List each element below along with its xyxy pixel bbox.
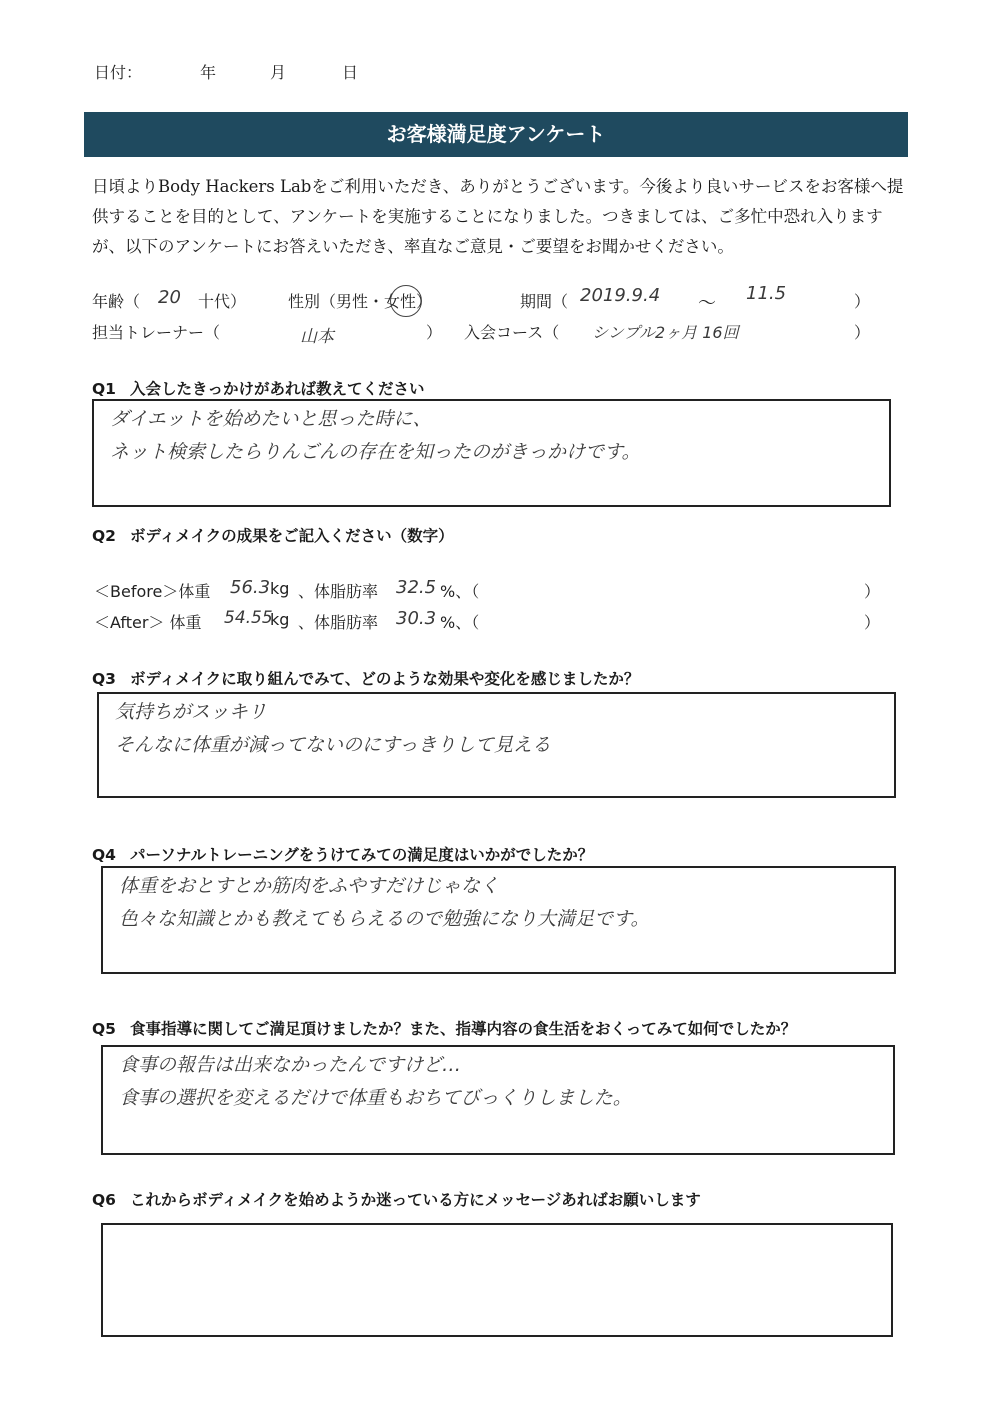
answer-box-q3 xyxy=(97,692,896,798)
before-weight: 56.3 xyxy=(230,577,271,598)
question-2 xyxy=(92,524,454,546)
question-number: Q4 xyxy=(92,846,116,864)
question-text: これからボディメイクを始めようか迷っている方にメッセージあればお願いします xyxy=(130,1191,701,1209)
question-5 xyxy=(92,1017,796,1039)
before-fat: 32.5 xyxy=(396,577,437,598)
answer-line: 食事の報告は出来なかったんですけど… xyxy=(119,1054,462,1076)
month-label: 月 xyxy=(270,63,287,82)
answer-box-q1 xyxy=(92,399,891,507)
period-label: 期間（ xyxy=(520,292,569,311)
question-1 xyxy=(92,377,425,399)
answer-line: 食事の選択を変えるだけで体重もおちてびっくりしました。 xyxy=(119,1087,632,1109)
date-line xyxy=(94,60,359,83)
profile-row-2 xyxy=(92,320,892,346)
pct-unit: %、（ xyxy=(440,613,480,632)
period-end: 11.5 xyxy=(746,283,787,304)
profile-row-1 xyxy=(92,283,892,315)
row-close: ） xyxy=(864,613,881,632)
course-label: 入会コース（ xyxy=(464,323,560,342)
trainer-value: 山本 xyxy=(300,327,334,347)
answer-box-q4 xyxy=(101,866,896,974)
fat-label: 、体脂肪率 xyxy=(298,613,379,632)
question-4 xyxy=(92,843,593,865)
answer-line: ネット検索したらりんごんの存在を知ったのがきっかけです。 xyxy=(110,441,641,463)
question-text: パーソナルトレーニングをうけてみての満足度はいかがでしたか？ xyxy=(130,846,594,864)
question-number: Q3 xyxy=(92,670,116,688)
results-before-row xyxy=(94,579,884,603)
answer-line: ダイエットを始めたいと思った時に、 xyxy=(110,408,432,430)
pct-unit: %、（ xyxy=(440,582,480,601)
question-number: Q6 xyxy=(92,1191,116,1209)
answer-line: そんなに体重が減ってないのにすっきりして見える xyxy=(115,734,551,756)
day-label: 日 xyxy=(342,63,359,82)
intro-text: 日頃よりBody Hackers Labをご利用いただき、ありがとうございます。今後より良いサービスをお客様へ提供することを目的として、アンケートを実施することになりました。つきましては、ご多忙中恐れ入りますが、以下のアンケートにお答えいただき、率直なご意見・ご要望をお聞かせください。 xyxy=(92,177,904,256)
gender-label: 性別（男性・女性） xyxy=(288,292,433,311)
question-text: ボディメイクに取り組んでみて、どのような効果や変化を感じましたか？ xyxy=(130,670,640,688)
after-fat: 30.3 xyxy=(396,608,437,629)
answer-line: 色々な知識とかも教えてもらえるので勉強になり大満足です。 xyxy=(119,908,650,930)
answer-line: 体重をおとすとか筋肉をふやすだけじゃなく xyxy=(119,875,500,897)
course-value: シンプル2ヶ月 16回 xyxy=(592,323,739,342)
before-label: ＜Before＞体重 xyxy=(94,582,211,601)
gender-circle-mark xyxy=(390,285,422,317)
age-suffix: 十代） xyxy=(198,292,247,311)
question-text: 入会したきっかけがあれば教えてください xyxy=(130,380,425,398)
fat-label: 、体脂肪率 xyxy=(298,582,379,601)
answer-box-q6 xyxy=(101,1223,893,1337)
question-text: ボディメイクの成果をご記入ください（数字） xyxy=(130,527,454,545)
year-label: 年 xyxy=(200,63,217,82)
period-separator: 〜 xyxy=(698,293,716,314)
answer-box-q5 xyxy=(101,1045,895,1155)
question-text: 食事指導に関してご満足頂けましたか？また、指導内容の食生活をおくってみて如何でしたか？ xyxy=(130,1020,797,1038)
question-6 xyxy=(92,1188,701,1210)
trainer-label: 担当トレーナー（ xyxy=(92,323,221,342)
age-value: 20 xyxy=(158,287,181,308)
period-start: 2019.9.4 xyxy=(580,285,661,306)
kg-unit: kg xyxy=(270,610,290,629)
question-number: Q1 xyxy=(92,380,116,398)
age-label: 年齢（ xyxy=(92,292,141,311)
question-3 xyxy=(92,667,639,689)
row-close: ） xyxy=(864,582,881,601)
after-label: ＜After＞ 体重 xyxy=(94,613,202,632)
survey-title: お客様満足度アンケート xyxy=(84,112,908,157)
trainer-close: ） xyxy=(426,323,443,342)
course-close: ） xyxy=(854,323,871,342)
question-number: Q2 xyxy=(92,527,116,545)
answer-line: 気持ちがスッキリ xyxy=(115,701,267,723)
period-close: ） xyxy=(854,292,871,311)
question-number: Q5 xyxy=(92,1020,116,1038)
after-weight: 54.55 xyxy=(224,608,273,628)
date-label: 日付： xyxy=(94,63,143,82)
results-after-row xyxy=(94,610,884,634)
kg-unit: kg xyxy=(270,579,290,598)
